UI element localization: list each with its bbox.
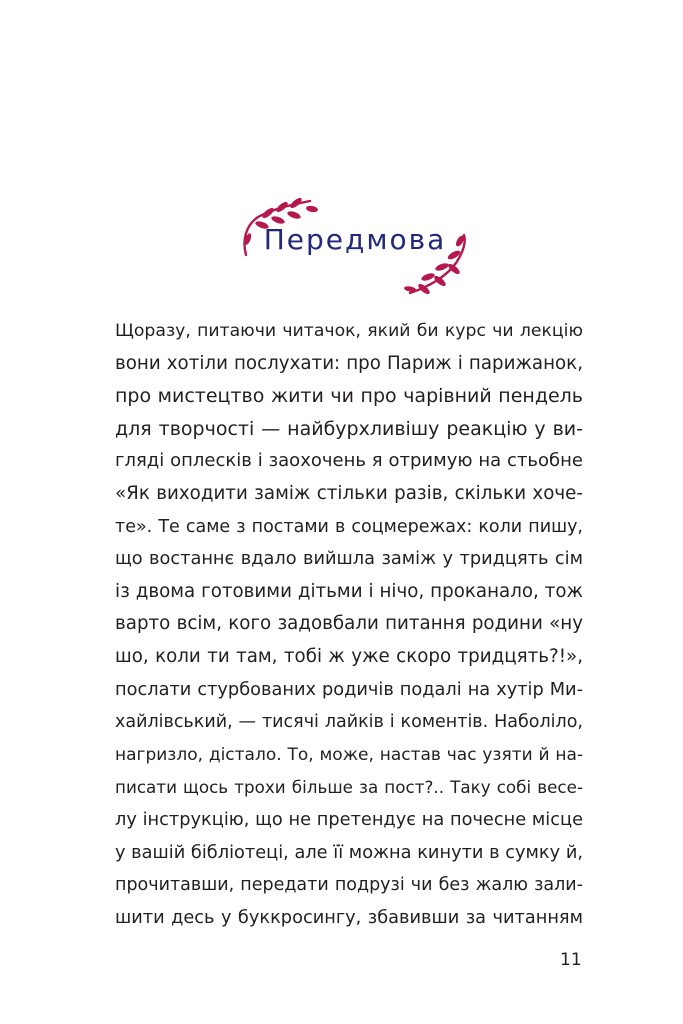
chapter-title: Передмова bbox=[263, 223, 447, 256]
text-line: писати щось трохи більше за пост?.. Таку собі весе- bbox=[115, 777, 583, 798]
page-number: 11 bbox=[560, 950, 582, 970]
text-line: прочитавши, передати подрузі чи без жалю зали- bbox=[115, 875, 583, 896]
text-line: шити десь у буккросингу, збавивши за читанням bbox=[115, 907, 583, 928]
chapter-heading bbox=[228, 195, 473, 295]
text-line: «Як виходити заміж стільки разів, скільки хоче- bbox=[115, 482, 583, 504]
text-line: варто всім, кого задовбали питання родини «ну bbox=[115, 613, 583, 635]
text-line: послати стурбованих родичів подалі на хутір Ми- bbox=[115, 679, 583, 700]
text-line: хайлівський, — тисячі лайків і коментів. Наболіло, bbox=[115, 712, 583, 733]
text-line: шо, коли ти там, тобі ж уже скоро тридцять?!», bbox=[115, 645, 583, 667]
text-line: для творчості — найбурхливішу реакцію у ви- bbox=[115, 417, 583, 440]
text-line: у вашій бібліотеці, але її можна кинути в сумку й, bbox=[115, 842, 583, 863]
text-line: вони хотіли послухати: про Париж і парижанок, bbox=[115, 352, 583, 374]
text-line: те». Те саме з постами в соцмережах: коли пишу, bbox=[115, 516, 583, 537]
text-line: про мистецтво жити чи про чарівний пендель bbox=[115, 385, 583, 408]
text-line: Щоразу, питаючи читачок, який би курс чи лекцію bbox=[115, 321, 583, 341]
body-text bbox=[115, 315, 583, 934]
text-line: що востаннє вдало вийшла заміж у тридцять сім bbox=[115, 549, 583, 570]
text-line: гляді оплесків і заохочень я отримую на стьобне bbox=[115, 450, 583, 472]
text-line: нагризло, дістало. То, може, настав час узяти й на- bbox=[115, 744, 583, 765]
text-line: із двома готовими дітьми і нічо, проканало, тож bbox=[115, 580, 583, 602]
text-line: лу інструкцію, що не претендує на почесне місце bbox=[115, 809, 583, 830]
